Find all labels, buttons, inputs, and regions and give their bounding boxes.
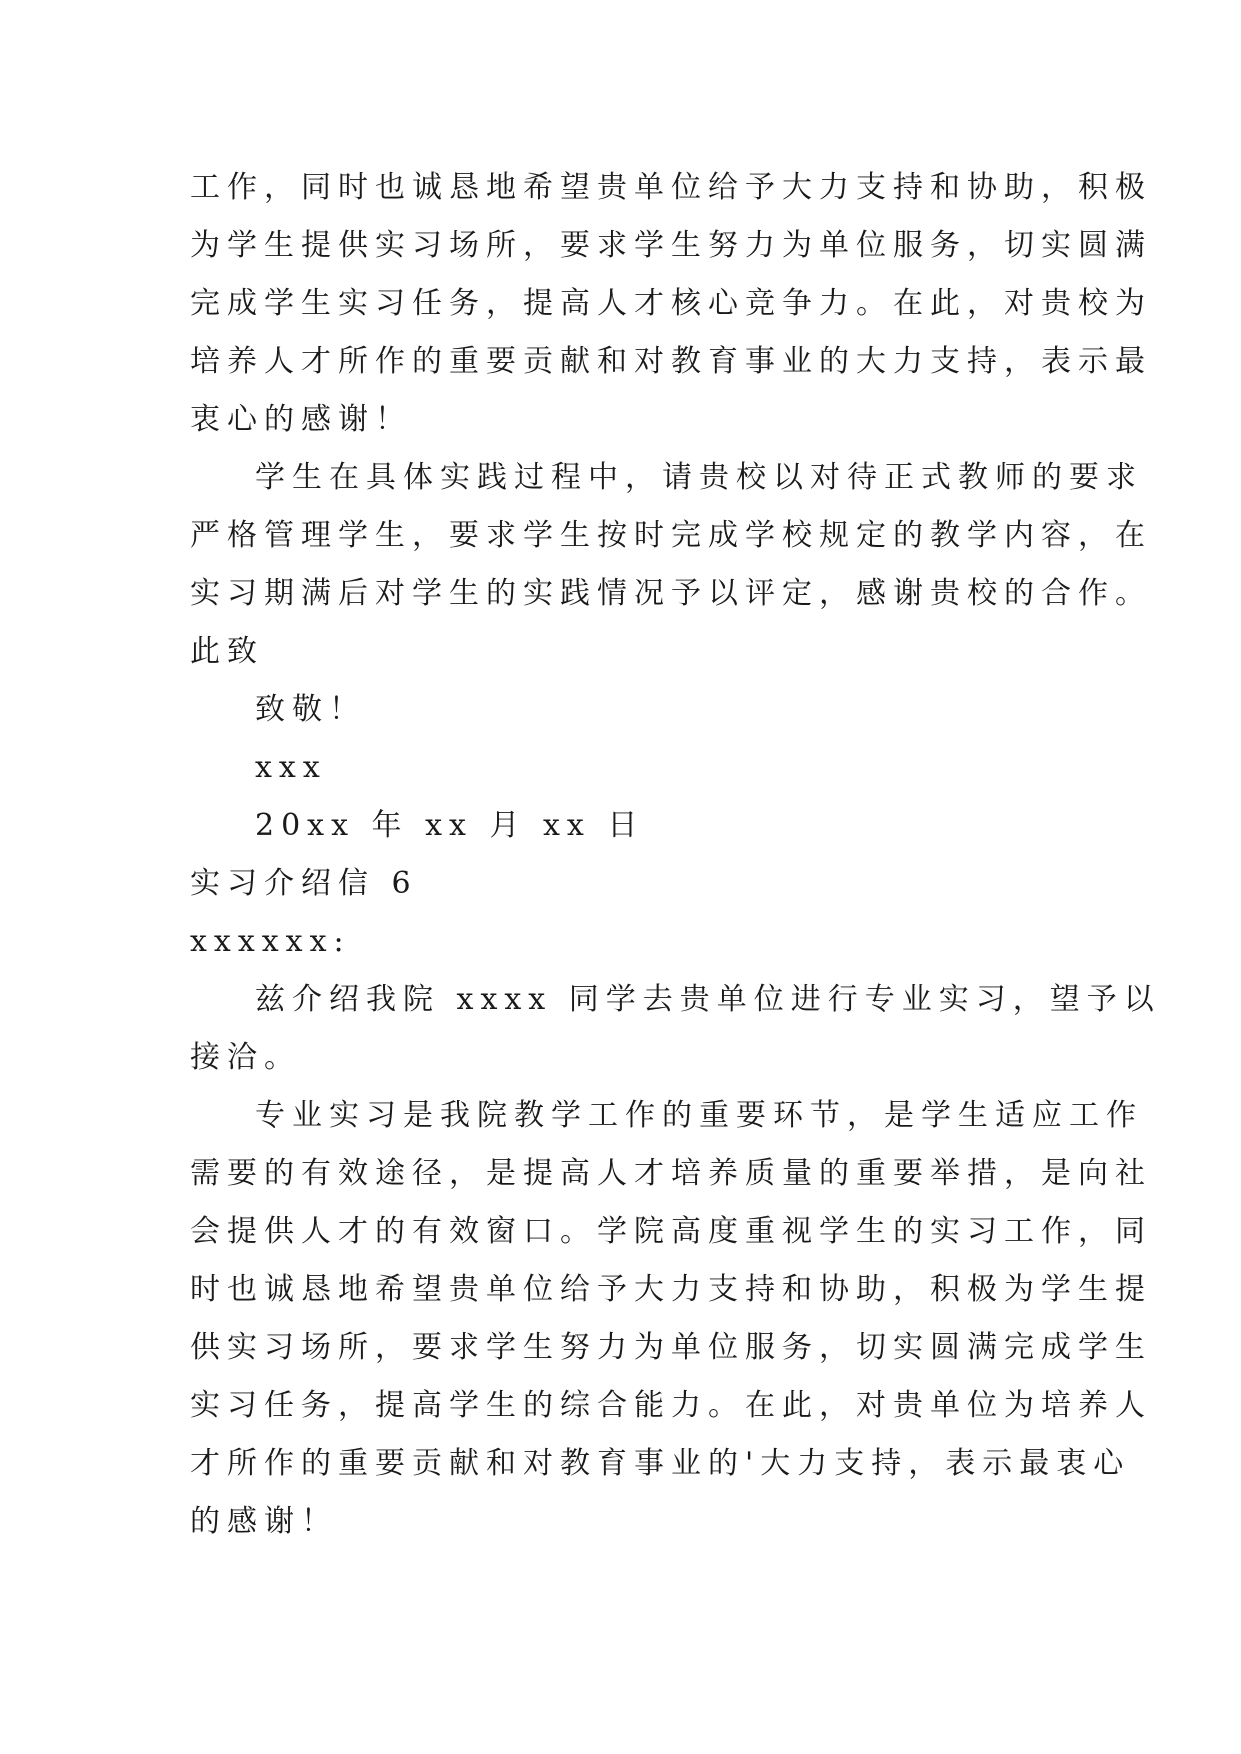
signature-name: xxx [255, 750, 327, 785]
salutation-line: 致敬！ [255, 692, 366, 727]
body-line: 供实习场所，要求学生努力为单位服务，切实圆满完成学生 [190, 1330, 1152, 1365]
body-line: 才所作的重要贡献和对教育事业的'大力支持，表示最衷心 [190, 1446, 1131, 1481]
body-line: 会提供人才的有效窗口。学院高度重视学生的实习工作，同 [190, 1214, 1152, 1249]
body-line: 工作，同时也诚恳地希望贵单位给予大力支持和协助，积极 [190, 170, 1152, 205]
body-line: 为学生提供实习场所，要求学生努力为单位服务，切实圆满 [190, 228, 1152, 263]
section-title: 实习介绍信 6 [190, 866, 418, 901]
body-line: 时也诚恳地希望贵单位给予大力支持和协助，积极为学生提 [190, 1272, 1152, 1307]
signature-date: 20xx 年 xx 月 xx 日 [255, 808, 645, 843]
recipient-line: xxxxxx: [190, 924, 351, 959]
paragraph-first-line: 学生在具体实践过程中，请贵校以对待正式教师的要求 [255, 460, 1143, 495]
body-line: 完成学生实习任务，提高人才核心竞争力。在此，对贵校为 [190, 286, 1152, 321]
body-line: 培养人才所作的重要贡献和对教育事业的大力支持，表示最 [190, 344, 1152, 379]
paragraph-first-line: 专业实习是我院教学工作的重要环节，是学生适应工作 [255, 1098, 1143, 1133]
closing-line: 此致 [190, 634, 264, 669]
paragraph-first-line: 兹介绍我院 xxxx 同学去贵单位进行专业实习，望予以 [255, 982, 1161, 1017]
body-line: 接洽。 [190, 1040, 301, 1075]
body-line: 严格管理学生，要求学生按时完成学校规定的教学内容，在 [190, 518, 1152, 553]
body-line: 需要的有效途径，是提高人才培养质量的重要举措，是向社 [190, 1156, 1152, 1191]
body-line: 实习任务，提高学生的综合能力。在此，对贵单位为培养人 [190, 1388, 1152, 1423]
body-line: 衷心的感谢！ [190, 402, 412, 437]
body-line: 实习期满后对学生的实践情况予以评定，感谢贵校的合作。 [190, 576, 1152, 611]
body-line: 的感谢！ [190, 1504, 338, 1539]
